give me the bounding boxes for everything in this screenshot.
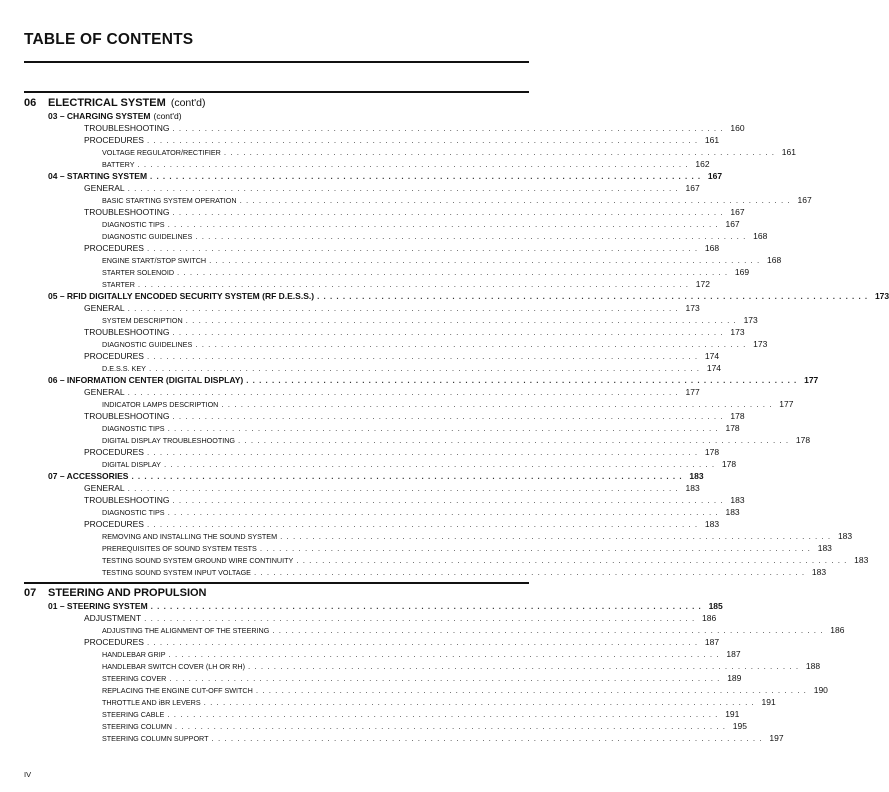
entry-label: TROUBLESHOOTING bbox=[84, 327, 170, 337]
section-title: STEERING AND PROPULSION bbox=[48, 586, 207, 599]
dot-leader: . . . . . . . . . . . . . . . . . . . . . . . . . . . . . . . . . . . . . . . . . . . . . . . . . . . . . . . . . . . . . . . . . . . . . . . . . . . . . . . . . . . . . . bbox=[239, 196, 791, 205]
entry-page-number: 167 bbox=[707, 171, 723, 181]
entry-page-number: 172 bbox=[695, 279, 710, 289]
toc-subsection[interactable] bbox=[24, 410, 745, 422]
entry-label: 06 – INFORMATION CENTER (DIGITAL DISPLAY) bbox=[48, 375, 244, 385]
dot-leader: . . . . . . . . . . . . . . . . . . . . . . . . . . . . . . . . . . . . . . . . . . . . . . . . . . . . . . . . . . . . . . . . . . . . . . . . . . . . . . . . . . . . . . bbox=[172, 412, 724, 421]
entry-page-number: 173 bbox=[874, 291, 889, 301]
dot-leader: . . . . . . . . . . . . . . . . . . . . . . . . . . . . . . . . . . . . . . . . . . . . . . . . . . . . . . . . . . . . . . . . . . . . . . . . . . . . . . . . . . . . . . bbox=[144, 613, 696, 623]
toc-topic[interactable] bbox=[24, 458, 737, 470]
toc-chapter[interactable] bbox=[24, 290, 889, 302]
toc-subsection[interactable] bbox=[24, 482, 700, 494]
page-title: TABLE OF CONTENTS bbox=[24, 31, 194, 48]
dot-leader: . . . . . . . . . . . . . . . . . . . . . . . . . . . . . . . . . . . . . . . . . . . . . . . . . . . . . . . . . . . . . . . . . . . . . . . . . . . . . . . . . . . . . . bbox=[253, 568, 806, 577]
dot-leader: . . . . . . . . . . . . . . . . . . . . . . . . . . . . . . . . . . . . . . . . . . . . . . . . . . . . . . . . . . . . . . . . . . . . . . . . . . . . . . . . . . . . . . bbox=[148, 364, 701, 373]
toc-chapter[interactable] bbox=[24, 170, 723, 182]
entry-page-number: 188 bbox=[805, 660, 821, 671]
entry-label: TESTING SOUND SYSTEM GROUND WIRE CONTINUITY bbox=[102, 556, 294, 565]
dot-leader: . . . . . . . . . . . . . . . . . . . . . . . . . . . . . . . . . . . . . . . . . . . . . . . . . . . . . . . . . . . . . . . . . . . . . . . . . . . . . . . . . . . . . . bbox=[172, 208, 724, 217]
entry-page-number: 167 bbox=[685, 183, 700, 193]
entry-page-number: 173 bbox=[730, 327, 745, 337]
entry-page-number: 183 bbox=[837, 531, 853, 541]
dot-leader: . . . . . . . . . . . . . . . . . . . . . . . . . . . . . . . . . . . . . . . . . . . . . . . . . . . . . . . . . . . . . . . . . . . . . . . . . . . . . . . . . . . . . . bbox=[172, 496, 724, 505]
entry-page-number: 177 bbox=[685, 387, 700, 397]
entry-label: PROCEDURES bbox=[84, 636, 144, 647]
toc-topic[interactable] bbox=[24, 720, 747, 732]
dot-leader: . . . . . . . . . . . . . . . . . . . . . . . . . . . . . . . . . . . . . . . . . . . . . . . . . . . . . . . . . . . . . . . . . . . . . . . . . . . . . . . . . . . . . . bbox=[238, 436, 790, 445]
entry-page-number: 183 bbox=[811, 567, 827, 577]
entry-page-number: 173 bbox=[743, 315, 758, 325]
entry-label: PROCEDURES bbox=[84, 519, 144, 529]
dot-leader: . . . . . . . . . . . . . . . . . . . . . . . . . . . . . . . . . . . . . . . . . . . . . . . . . . . . . . . . . . . . . . . . . . . . . . . . . . . . . . . . . . . . . . bbox=[146, 352, 699, 361]
entry-contd: (cont'd) bbox=[153, 111, 182, 121]
toc-topic[interactable] bbox=[24, 146, 796, 158]
toc-subsection[interactable] bbox=[24, 182, 700, 194]
entry-page-number: 185 bbox=[708, 600, 723, 611]
dot-leader: . . . . . . . . . . . . . . . . . . . . . . . . . . . . . . . . . . . . . . . . . . . . . . . . . . . . . . . . . . . . . . . . . . . . . . . . . . . . . . . . . . . . . . bbox=[137, 280, 689, 289]
entry-page-number: 189 bbox=[727, 672, 742, 683]
entry-page-number: 160 bbox=[730, 123, 745, 133]
toc-subsection[interactable] bbox=[24, 350, 720, 362]
entry-page-number: 168 bbox=[753, 231, 768, 241]
entry-label: STEERING COLUMN bbox=[102, 721, 172, 731]
entry-page-number: 173 bbox=[753, 339, 768, 349]
dot-leader: . . . . . . . . . . . . . . . . . . . . . . . . . . . . . . . . . . . . . . . . . . . . . . . . . . . . . . . . . . . . . . . . . . . . . . . . . . . . . . . . . . . . . . bbox=[150, 172, 702, 181]
section-number: 06 bbox=[24, 97, 37, 109]
entry-label: 04 – STARTING SYSTEM bbox=[48, 171, 148, 181]
entry-label: TROUBLESHOOTING bbox=[84, 207, 170, 217]
entry-label: ENGINE START/STOP SWITCH bbox=[102, 256, 207, 265]
dot-leader: . . . . . . . . . . . . . . . . . . . . . . . . . . . . . . . . . . . . . . . . . . . . . . . . . . . . . . . . . . . . . . . . . . . . . . . . . . . . . . . . . . . . . . bbox=[146, 637, 699, 647]
entry-label: STEERING CABLE bbox=[102, 709, 165, 719]
toc-subsection[interactable] bbox=[24, 242, 720, 254]
entry-label: DIAGNOSTIC GUIDELINES bbox=[102, 340, 193, 349]
entry-page-number: 162 bbox=[695, 159, 710, 169]
entry-label: STEERING COVER bbox=[102, 673, 167, 683]
entry-page-number: 178 bbox=[730, 411, 745, 421]
toc-subsection[interactable] bbox=[24, 386, 700, 398]
entry-page-number: 197 bbox=[769, 732, 784, 743]
section-number: 07 bbox=[24, 586, 37, 599]
dot-leader: . . . . . . . . . . . . . . . . . . . . . . . . . . . . . . . . . . . . . . . . . . . . . . . . . . . . . . . . . . . . . . . . . . . . . . . . . . . . . . . . . . . . . . bbox=[172, 124, 724, 133]
toc-body bbox=[24, 96, 889, 744]
entry-page-number: 190 bbox=[813, 684, 828, 695]
entry-label: SYSTEM DESCRIPTION bbox=[102, 316, 183, 325]
toc-topic[interactable] bbox=[24, 684, 828, 696]
toc-topic[interactable] bbox=[24, 672, 742, 684]
toc-topic[interactable] bbox=[24, 254, 782, 266]
entry-page-number: 195 bbox=[732, 720, 747, 731]
toc-topic[interactable] bbox=[24, 554, 869, 566]
dot-leader: . . . . . . . . . . . . . . . . . . . . . . . . . . . . . . . . . . . . . . . . . . . . . . . . . . . . . . . . . . . . . . . . . . . . . . . . . . . . . . . . . . . . . . bbox=[127, 184, 679, 193]
entry-page-number: 191 bbox=[761, 696, 776, 707]
dot-leader: . . . . . . . . . . . . . . . . . . . . . . . . . . . . . . . . . . . . . . . . . . . . . . . . . . . . . . . . . . . . . . . . . . . . . . . . . . . . . . . . . . . . . . bbox=[163, 460, 716, 469]
entry-label: PROCEDURES bbox=[84, 243, 144, 253]
entry-label: 03 – CHARGING SYSTEM (cont'd) bbox=[48, 111, 182, 121]
entry-page-number: 183 bbox=[817, 543, 832, 553]
entry-page-number: 183 bbox=[854, 555, 869, 565]
toc-topic[interactable] bbox=[24, 194, 812, 206]
toc-topic[interactable] bbox=[24, 648, 741, 660]
entry-page-number: 173 bbox=[685, 303, 700, 313]
entry-label: GENERAL bbox=[84, 303, 125, 313]
entry-page-number: 178 bbox=[725, 423, 740, 433]
dot-leader: . . . . . . . . . . . . . . . . . . . . . . . . . . . . . . . . . . . . . . . . . . . . . . . . . . . . . . . . . . . . . . . . . . . . . . . . . . . . . . . . . . . . . . bbox=[259, 544, 811, 553]
toc-chapter[interactable] bbox=[24, 470, 704, 482]
toc-chapter[interactable] bbox=[24, 374, 819, 386]
entry-page-number: 183 bbox=[704, 519, 720, 529]
toc-subsection[interactable] bbox=[24, 122, 745, 134]
entry-label: VOLTAGE REGULATOR/RECTIFIER bbox=[102, 148, 221, 157]
toc-topic[interactable] bbox=[24, 434, 811, 446]
entry-label: ADJUSTING THE ALIGNMENT OF THE STEERING bbox=[102, 625, 270, 635]
entry-label: STARTER SOLENOID bbox=[102, 268, 175, 277]
dot-leader: . . . . . . . . . . . . . . . . . . . . . . . . . . . . . . . . . . . . . . . . . . . . . . . . . . . . . . . . . . . . . . . . . . . . . . . . . . . . . . . . . . . . . . bbox=[209, 256, 761, 265]
section-contd: (cont'd) bbox=[170, 97, 206, 109]
toc-subsection[interactable] bbox=[24, 636, 720, 648]
toc-section bbox=[24, 582, 845, 744]
entry-page-number: 167 bbox=[725, 219, 740, 229]
entry-page-number: 178 bbox=[795, 435, 811, 445]
toc-topic[interactable] bbox=[24, 624, 845, 636]
dot-leader: . . . . . . . . . . . . . . . . . . . . . . . . . . . . . . . . . . . . . . . . . . . . . . . . . . . . . . . . . . . . . . . . . . . . . . . . . . . . . . . . . . . . . . bbox=[177, 268, 729, 277]
toc-topic[interactable] bbox=[24, 266, 750, 278]
entry-label: PROCEDURES bbox=[84, 135, 144, 145]
entry-label: BATTERY bbox=[102, 160, 135, 169]
dot-leader: . . . . . . . . . . . . . . . . . . . . . . . . . . . . . . . . . . . . . . . . . . . . . . . . . . . . . . . . . . . . . . . . . . . . . . . . . . . . . . . . . . . . . . bbox=[127, 304, 679, 313]
toc-topic[interactable] bbox=[24, 732, 784, 744]
dot-leader: . . . . . . . . . . . . . . . . . . . . . . . . . . . . . . . . . . . . . . . . . . . . . . . . . . . . . . . . . . . . . . . . . . . . . . . . . . . . . . . . . . . . . . bbox=[167, 709, 719, 719]
dot-leader: . . . . . . . . . . . . . . . . . . . . . . . . . . . . . . . . . . . . . . . . . . . . . . . . . . . . . . . . . . . . . . . . . . . . . . . . . . . . . . . . . . . . . . bbox=[272, 625, 824, 635]
toc-subsection[interactable] bbox=[24, 134, 720, 146]
entry-page-number: 178 bbox=[721, 459, 737, 469]
dot-leader: . . . . . . . . . . . . . . . . . . . . . . . . . . . . . . . . . . . . . . . . . . . . . . . . . . . . . . . . . . . . . . . . . . . . . . . . . . . . . . . . . . . . . . bbox=[146, 136, 699, 145]
dot-leader: . . . . . . . . . . . . . . . . . . . . . . . . . . . . . . . . . . . . . . . . . . . . . . . . . . . . . . . . . . . . . . . . . . . . . . . . . . . . . . . . . . . . . . bbox=[167, 424, 719, 433]
dot-leader: . . . . . . . . . . . . . . . . . . . . . . . . . . . . . . . . . . . . . . . . . . . . . . . . . . . . . . . . . . . . . . . . . . . . . . . . . . . . . . . . . . . . . . bbox=[203, 697, 755, 707]
section-heading[interactable] bbox=[24, 96, 529, 110]
toc-topic[interactable] bbox=[24, 708, 740, 720]
entry-page-number: 177 bbox=[804, 375, 819, 385]
entry-label: PROCEDURES bbox=[84, 447, 144, 457]
toc-topic[interactable] bbox=[24, 362, 722, 374]
entry-page-number: 168 bbox=[767, 255, 782, 265]
entry-label: TROUBLESHOOTING bbox=[84, 411, 170, 421]
toc-subsection[interactable] bbox=[24, 446, 720, 458]
dot-leader: . . . . . . . . . . . . . . . . . . . . . . . . . . . . . . . . . . . . . . . . . . . . . . . . . . . . . . . . . . . . . . . . . . . . . . . . . . . . . . . . . . . . . . bbox=[317, 292, 869, 301]
toc-topic[interactable] bbox=[24, 660, 821, 672]
section-heading[interactable] bbox=[24, 586, 529, 600]
page-number: IV bbox=[24, 770, 32, 779]
toc-topic[interactable] bbox=[24, 314, 758, 326]
toc-topic[interactable] bbox=[24, 158, 710, 170]
toc-chapter[interactable] bbox=[24, 600, 723, 612]
entry-page-number: 187 bbox=[704, 636, 720, 647]
entry-label: DIAGNOSTIC TIPS bbox=[102, 220, 165, 229]
dot-leader: . . . . . . . . . . . . . . . . . . . . . . . . . . . . . . . . . . . . . . . . . . . . . . . . . . . . . . . . . . . . . . . . . . . . . . . . . . . . . . . . . . . . . . bbox=[127, 484, 679, 493]
entry-label: DIAGNOSTIC GUIDELINES bbox=[102, 232, 193, 241]
toc-subsection[interactable] bbox=[24, 494, 745, 506]
dot-leader: . . . . . . . . . . . . . . . . . . . . . . . . . . . . . . . . . . . . . . . . . . . . . . . . . . . . . . . . . . . . . . . . . . . . . . . . . . . . . . . . . . . . . . bbox=[131, 472, 683, 481]
dot-leader: . . . . . . . . . . . . . . . . . . . . . . . . . . . . . . . . . . . . . . . . . . . . . . . . . . . . . . . . . . . . . . . . . . . . . . . . . . . . . . . . . . . . . . bbox=[221, 400, 773, 409]
entry-page-number: 169 bbox=[734, 267, 750, 277]
toc-topic[interactable] bbox=[24, 542, 832, 554]
toc-topic[interactable] bbox=[24, 398, 794, 410]
toc-subsection[interactable] bbox=[24, 326, 745, 338]
dot-leader: . . . . . . . . . . . . . . . . . . . . . . . . . . . . . . . . . . . . . . . . . . . . . . . . . . . . . . . . . . . . . . . . . . . . . . . . . . . . . . . . . . . . . . bbox=[167, 220, 719, 229]
dot-leader: . . . . . . . . . . . . . . . . . . . . . . . . . . . . . . . . . . . . . . . . . . . . . . . . . . . . . . . . . . . . . . . . . . . . . . . . . . . . . . . . . . . . . . bbox=[211, 733, 763, 743]
entry-page-number: 167 bbox=[730, 207, 745, 217]
entry-label: DIGITAL DISPLAY TROUBLESHOOTING bbox=[102, 436, 235, 445]
toc-topic[interactable] bbox=[24, 338, 768, 350]
entry-label: 01 – STEERING SYSTEM bbox=[48, 600, 148, 611]
dot-leader: . . . . . . . . . . . . . . . . . . . . . . . . . . . . . . . . . . . . . . . . . . . . . . . . . . . . . . . . . . . . . . . . . . . . . . . . . . . . . . . . . . . . . . bbox=[169, 673, 721, 683]
entry-label: 05 – RFID DIGITALLY ENCODED SECURITY SYSTEM (RF D.E.S.S.) bbox=[48, 291, 315, 301]
toc-subsection[interactable] bbox=[24, 302, 700, 314]
toc-topic[interactable] bbox=[24, 530, 853, 542]
entry-label: TROUBLESHOOTING bbox=[84, 495, 170, 505]
toc-section bbox=[24, 96, 889, 578]
entry-label: REPLACING THE ENGINE CUT-OFF SWITCH bbox=[102, 685, 253, 695]
dot-leader: . . . . . . . . . . . . . . . . . . . . . . . . . . . . . . . . . . . . . . . . . . . . . . . . . . . . . . . . . . . . . . . . . . . . . . . . . . . . . . . . . . . . . . bbox=[150, 601, 702, 611]
entry-page-number: 183 bbox=[725, 507, 740, 517]
entry-label: HANDLEBAR SWITCH COVER (LH OR RH) bbox=[102, 661, 245, 671]
entry-label: TESTING SOUND SYSTEM INPUT VOLTAGE bbox=[102, 568, 251, 577]
entry-label: DIAGNOSTIC TIPS bbox=[102, 424, 165, 433]
dot-leader: . . . . . . . . . . . . . . . . . . . . . . . . . . . . . . . . . . . . . . . . . . . . . . . . . . . . . . . . . . . . . . . . . . . . . . . . . . . . . . . . . . . . . . bbox=[296, 556, 848, 565]
dot-leader: . . . . . . . . . . . . . . . . . . . . . . . . . . . . . . . . . . . . . . . . . . . . . . . . . . . . . . . . . . . . . . . . . . . . . . . . . . . . . . . . . . . . . . bbox=[195, 340, 747, 349]
entry-page-number: 183 bbox=[689, 471, 704, 481]
entry-label: THROTTLE AND iBR LEVERS bbox=[102, 697, 201, 707]
entry-label: DIAGNOSTIC TIPS bbox=[102, 508, 165, 517]
dot-leader: . . . . . . . . . . . . . . . . . . . . . . . . . . . . . . . . . . . . . . . . . . . . . . . . . . . . . . . . . . . . . . . . . . . . . . . . . . . . . . . . . . . . . . bbox=[146, 520, 699, 529]
entry-page-number: 161 bbox=[781, 147, 796, 157]
dot-leader: . . . . . . . . . . . . . . . . . . . . . . . . . . . . . . . . . . . . . . . . . . . . . . . . . . . . . . . . . . . . . . . . . . . . . . . . . . . . . . . . . . . . . . bbox=[127, 388, 679, 397]
toc-topic[interactable] bbox=[24, 218, 740, 230]
entry-label: REMOVING AND INSTALLING THE SOUND SYSTEM bbox=[102, 532, 278, 541]
section-divider bbox=[24, 582, 529, 584]
toc-topic[interactable] bbox=[24, 230, 768, 242]
dot-leader: . . . . . . . . . . . . . . . . . . . . . . . . . . . . . . . . . . . . . . . . . . . . . . . . . . . . . . . . . . . . . . . . . . . . . . . . . . . . . . . . . . . . . . bbox=[172, 328, 724, 337]
entry-label: D.E.S.S. KEY bbox=[102, 364, 146, 373]
entry-page-number: 167 bbox=[797, 195, 812, 205]
toc-subsection[interactable] bbox=[24, 612, 717, 624]
entry-label: ADJUSTMENT bbox=[84, 612, 142, 623]
entry-label: STARTER bbox=[102, 280, 135, 289]
dot-leader: . . . . . . . . . . . . . . . . . . . . . . . . . . . . . . . . . . . . . . . . . . . . . . . . . . . . . . . . . . . . . . . . . . . . . . . . . . . . . . . . . . . . . . bbox=[223, 148, 775, 157]
dot-leader: . . . . . . . . . . . . . . . . . . . . . . . . . . . . . . . . . . . . . . . . . . . . . . . . . . . . . . . . . . . . . . . . . . . . . . . . . . . . . . . . . . . . . . bbox=[137, 160, 689, 169]
entry-page-number: 186 bbox=[830, 624, 845, 635]
toc-topic[interactable] bbox=[24, 278, 710, 290]
toc-chapter[interactable] bbox=[24, 110, 529, 122]
entry-label: GENERAL bbox=[84, 183, 125, 193]
entry-label: GENERAL bbox=[84, 387, 125, 397]
entry-page-number: 191 bbox=[725, 708, 740, 719]
dot-leader: . . . . . . . . . . . . . . . . . . . . . . . . . . . . . . . . . . . . . . . . . . . . . . . . . . . . . . . . . . . . . . . . . . . . . . . . . . . . . . . . . . . . . . bbox=[246, 376, 798, 385]
entry-label: 07 – ACCESSORIES bbox=[48, 471, 129, 481]
section-title: ELECTRICAL SYSTEM bbox=[48, 97, 166, 109]
toc-subsection[interactable] bbox=[24, 518, 720, 530]
entry-page-number: 177 bbox=[779, 399, 794, 409]
title-rule-top bbox=[24, 61, 529, 63]
toc-topic[interactable] bbox=[24, 566, 827, 578]
toc-topic[interactable] bbox=[24, 506, 740, 518]
title-rule-bottom bbox=[24, 91, 529, 93]
dot-leader: . . . . . . . . . . . . . . . . . . . . . . . . . . . . . . . . . . . . . . . . . . . . . . . . . . . . . . . . . . . . . . . . . . . . . . . . . . . . . . . . . . . . . . bbox=[247, 661, 800, 671]
entry-label: DIGITAL DISPLAY bbox=[102, 460, 161, 469]
toc-topic[interactable] bbox=[24, 422, 740, 434]
entry-label: INDICATOR LAMPS DESCRIPTION bbox=[102, 400, 219, 409]
entry-page-number: 168 bbox=[704, 243, 720, 253]
entry-page-number: 178 bbox=[704, 447, 720, 457]
entry-label: GENERAL bbox=[84, 483, 125, 493]
toc-subsection[interactable] bbox=[24, 206, 745, 218]
entry-page-number: 174 bbox=[706, 363, 722, 373]
entry-label: BASIC STARTING SYSTEM OPERATION bbox=[102, 196, 237, 205]
entry-label: HANDLEBAR GRIP bbox=[102, 649, 166, 659]
entry-page-number: 186 bbox=[702, 612, 717, 623]
entry-page-number: 187 bbox=[726, 648, 741, 659]
entry-page-number: 183 bbox=[685, 483, 700, 493]
entry-label: PROCEDURES bbox=[84, 351, 144, 361]
dot-leader: . . . . . . . . . . . . . . . . . . . . . . . . . . . . . . . . . . . . . . . . . . . . . . . . . . . . . . . . . . . . . . . . . . . . . . . . . . . . . . . . . . . . . . bbox=[280, 532, 832, 541]
entry-page-number: 174 bbox=[704, 351, 720, 361]
entry-label: TROUBLESHOOTING bbox=[84, 123, 170, 133]
toc-topic[interactable] bbox=[24, 696, 776, 708]
entry-label: PREREQUISITES OF SOUND SYSTEM TESTS bbox=[102, 544, 257, 553]
dot-leader: . . . . . . . . . . . . . . . . . . . . . . . . . . . . . . . . . . . . . . . . . . . . . . . . . . . . . . . . . . . . . . . . . . . . . . . . . . . . . . . . . . . . . . bbox=[185, 316, 737, 325]
entry-page-number: 183 bbox=[730, 495, 745, 505]
dot-leader: . . . . . . . . . . . . . . . . . . . . . . . . . . . . . . . . . . . . . . . . . . . . . . . . . . . . . . . . . . . . . . . . . . . . . . . . . . . . . . . . . . . . . . bbox=[195, 232, 747, 241]
dot-leader: . . . . . . . . . . . . . . . . . . . . . . . . . . . . . . . . . . . . . . . . . . . . . . . . . . . . . . . . . . . . . . . . . . . . . . . . . . . . . . . . . . . . . . bbox=[174, 721, 726, 731]
dot-leader: . . . . . . . . . . . . . . . . . . . . . . . . . . . . . . . . . . . . . . . . . . . . . . . . . . . . . . . . . . . . . . . . . . . . . . . . . . . . . . . . . . . . . . bbox=[168, 649, 720, 659]
dot-leader: . . . . . . . . . . . . . . . . . . . . . . . . . . . . . . . . . . . . . . . . . . . . . . . . . . . . . . . . . . . . . . . . . . . . . . . . . . . . . . . . . . . . . . bbox=[255, 685, 807, 695]
dot-leader: . . . . . . . . . . . . . . . . . . . . . . . . . . . . . . . . . . . . . . . . . . . . . . . . . . . . . . . . . . . . . . . . . . . . . . . . . . . . . . . . . . . . . . bbox=[167, 508, 719, 517]
dot-leader: . . . . . . . . . . . . . . . . . . . . . . . . . . . . . . . . . . . . . . . . . . . . . . . . . . . . . . . . . . . . . . . . . . . . . . . . . . . . . . . . . . . . . . bbox=[146, 244, 699, 253]
entry-page-number: 161 bbox=[704, 135, 720, 145]
dot-leader: . . . . . . . . . . . . . . . . . . . . . . . . . . . . . . . . . . . . . . . . . . . . . . . . . . . . . . . . . . . . . . . . . . . . . . . . . . . . . . . . . . . . . . bbox=[146, 448, 699, 457]
entry-label: STEERING COLUMN SUPPORT bbox=[102, 733, 209, 743]
